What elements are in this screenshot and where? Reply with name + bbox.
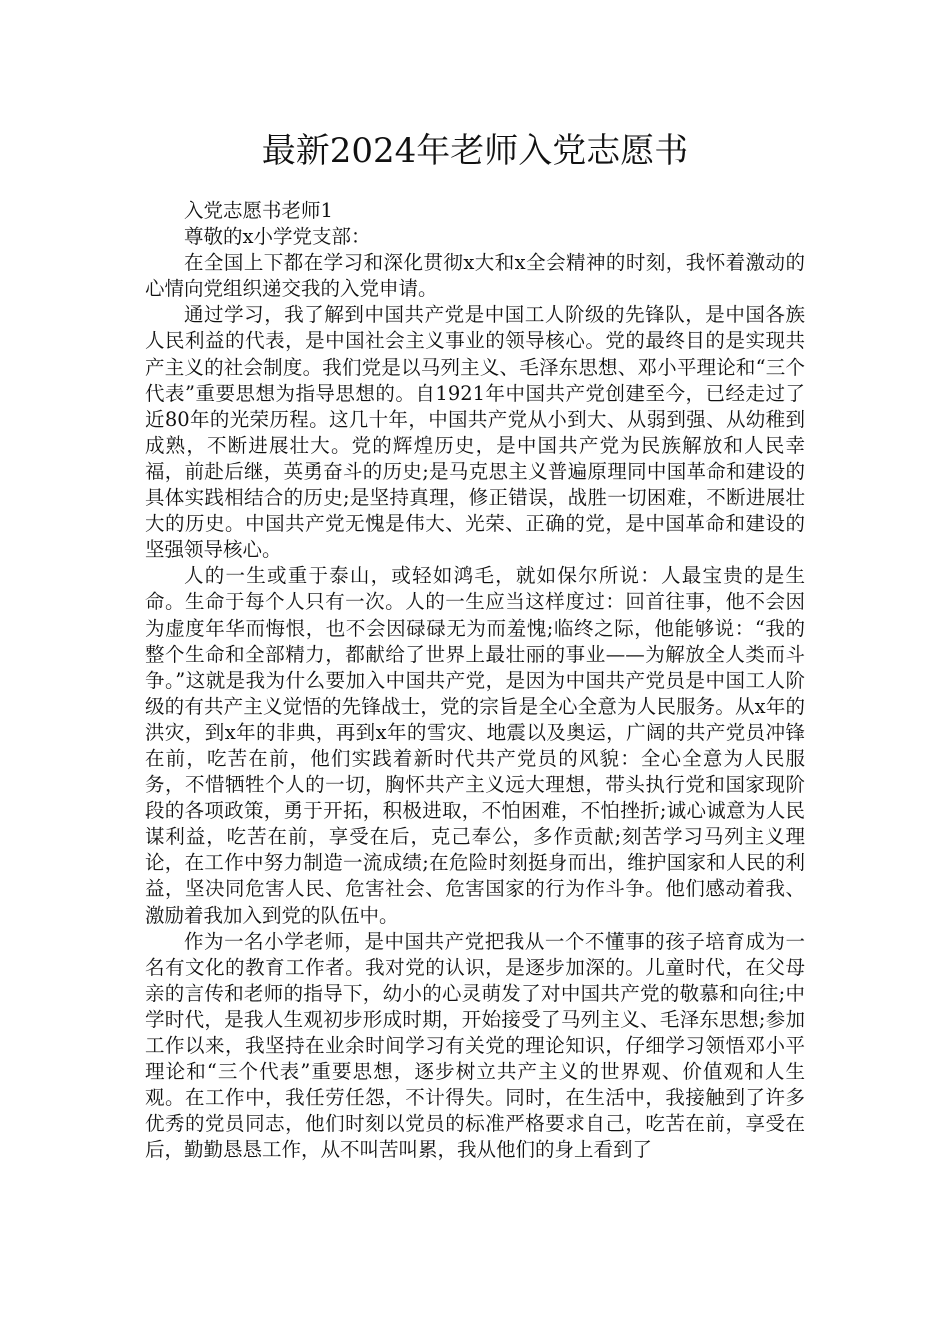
- document-title: 最新2024年老师入党志愿书: [261, 131, 689, 171]
- paragraph: 人的一生或重于泰山，或轻如鸿毛，就如保尔所说：人最宝贵的是生命。生命于每个人只有一次。人的一生应当这样度过：回首往事，他不会因为虚度年华而悔恨，也不会因碌碌无为而羞愧;临终之际，他能够说：“我的整个生命和全部精力，都献给了世界上最壮丽的事业——为解放全人类而斗争。”这就是我为什么要加入中国共产党，是因为中国共产党员是中国工人阶级的有共产主义觉悟的先锋战士，党的宗旨是全心全意为人民服务。从x年的洪灾，到x年的非典，再到x年的雪灾、地震以及奥运，广阔的共产党员冲锋在前，吃苦在前，他们实践着新时代共产党员的风貌：全心全意为人民服务，不惜牺牲个人的一切，胸怀共产主义远大理想，带头执行党和国家现阶段的各项政策，勇于开拓，积极进取，不怕困难，不怕挫折;诚心诚意为人民谋利益，吃苦在前，享受在后，克己奉公，多作贡献;刻苦学习马列主义理论，在工作中努力制造一流成绩;在危险时刻挺身而出，维护国家和人民的利益，坚决同危害人民、危害社会、危害国家的行为作斗争。他们感动着我、激励着我加入到党的队伍中。: [145, 564, 805, 927]
- paragraph: 在全国上下都在学习和深化贯彻x大和x全会精神的时刻，我怀着激动的心情向党组织递交我的入党申请。: [145, 251, 805, 301]
- paragraph: 通过学习，我了解到中国共产党是中国工人阶级的先锋队，是中国各族人民利益的代表，是中国社会主义事业的领导核心。党的最终目的是实现共产主义的社会制度。我们党是以马列主义、毛泽东思想、邓小平理论和“三个代表”重要思想为指导思想的。自1921年中国共产党创建至今，已经走过了近80年的光荣历程。这几十年，中国共产党从小到大、从弱到强、从幼稚到成熟，不断进展壮大。党的辉煌历史，是中国共产党为民族解放和人民幸福，前赴后继，英勇奋斗的历史;是马克思主义普遍原理同中国革命和建设的具体实践相结合的历史;是坚持真理，修正错误，战胜一切困难，不断进展壮大的历史。中国共产党无愧是伟大、光荣、正确的党，是中国革命和建设的坚强领导核心。: [145, 303, 805, 562]
- paragraph: 作为一名小学老师，是中国共产党把我从一个不懂事的孩子培育成为一名有文化的教育工作者。我对党的认识，是逐步加深的。儿童时代，在父母亲的言传和老师的指导下，幼小的心灵萌发了对中国共产党的敬慕和向往;中学时代，是我人生观初步形成时期，开始接受了马列主义、毛泽东思想;参加工作以来，我坚持在业余时间学习有关党的理论知识，仔细学习领悟邓小平理论和“三个代表”重要思想，逐步树立共产主义的世界观、价值观和人生观。在工作中，我任劳任怨，不计得失。同时，在生活中，我接触到了许多优秀的党员同志，他们时刻以党员的标准严格要求自己，吃苦在前，享受在后，勤勤恳恳工作，从不叫苦叫累，我从他们的身上看到了: [145, 929, 805, 1162]
- salutation-line: 尊敬的x小学党支部：: [184, 225, 371, 249]
- document-body: [145, 198, 805, 1163]
- subtitle-line: 入党志愿书老师1: [184, 199, 333, 222]
